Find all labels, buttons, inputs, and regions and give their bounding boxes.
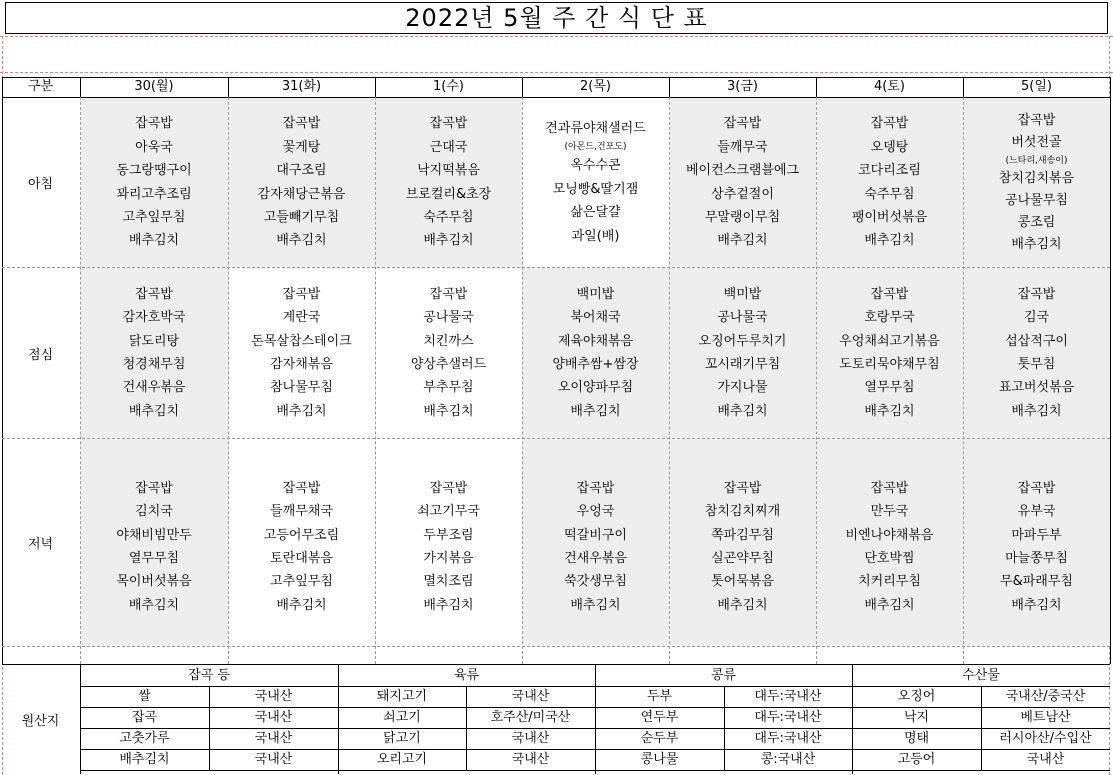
origin-cell: 대두:국내산 — [754, 710, 822, 725]
menu-item: 대구조림 — [276, 163, 327, 179]
menu-item: 배추김치 — [864, 597, 915, 613]
header-gubun: 구분 — [27, 79, 54, 94]
menu-item: 배추김치 — [570, 597, 621, 613]
meal-cell-breakfast — [228, 98, 375, 267]
menu-item: 감자채볶음 — [270, 357, 333, 372]
menu-item: 열무무침 — [128, 551, 180, 566]
origin-cell: 닭고기 — [383, 731, 421, 746]
day-header: 31(화) — [281, 79, 322, 94]
menu-item: 무&파래무침 — [1000, 574, 1073, 590]
menu-item: 배추김치 — [1011, 403, 1062, 419]
origin-group-header: 잡곡 등 — [188, 668, 230, 683]
origin-cell: 베트남산 — [1020, 710, 1071, 725]
origin-cell: 오징어 — [897, 689, 936, 704]
origin-cell: 배추김치 — [119, 752, 170, 767]
row-label-breakfast: 아침 — [27, 177, 54, 192]
menu-item: 배추김치 — [864, 233, 915, 249]
origin-cell: 명태 — [903, 731, 930, 746]
origin-cell: 국내산 — [254, 710, 293, 725]
menu-item: 톳무침 — [1017, 357, 1056, 372]
menu-item: 잡곡밥 — [429, 116, 468, 132]
menu-item: 돈목살찹스테이크 — [251, 333, 352, 349]
menu-item: 김치국 — [135, 504, 173, 520]
menu-item: 잡곡밥 — [282, 116, 321, 132]
menu-item: 고들빼기무침 — [263, 209, 340, 225]
menu-item: 팽이버섯볶음 — [851, 209, 928, 225]
menu-item: 배추김치 — [717, 597, 768, 613]
menu-item: 잡곡밥 — [723, 116, 762, 132]
meal-cell-breakfast — [669, 98, 816, 267]
menu-item: 오징어두루치기 — [698, 333, 787, 349]
origin-cell: 잡곡 — [131, 710, 158, 725]
menu-item: 콩조림 — [1017, 214, 1056, 230]
guide-line — [0, 36, 1113, 37]
origin-cell: 국내산/중국산 — [1005, 689, 1086, 704]
menu-item: 버섯전골 — [1011, 134, 1062, 150]
menu-item: 삶은달걀 — [570, 205, 621, 221]
menu-item: 숙주무침 — [423, 209, 474, 225]
menu-item: 마늘쫑무침 — [1005, 551, 1068, 566]
menu-item: 청경채무침 — [122, 357, 186, 372]
menu-item: 유부국 — [1017, 504, 1056, 520]
meal-cell-lunch — [228, 268, 375, 438]
menu-item: 공나물국 — [423, 310, 474, 326]
menu-item: 공나물무침 — [1005, 192, 1068, 208]
menu-item: 열무무침 — [864, 380, 915, 396]
menu-item: 배추김치 — [128, 403, 180, 419]
menu-item: 아욱국 — [135, 139, 173, 155]
origin-cell: 국내산 — [254, 731, 293, 746]
day-header: 3(금) — [727, 79, 758, 94]
origin-cell: 쌀 — [138, 689, 151, 704]
menu-item: 김국 — [1023, 310, 1050, 326]
menu-item: 참치김치볶음 — [998, 170, 1075, 186]
menu-item: 치커리무침 — [858, 574, 921, 590]
menu-item: 낙지떡볶음 — [417, 163, 480, 179]
menu-item: 만두국 — [870, 504, 909, 520]
menu-item: 떡갈비구이 — [564, 527, 627, 543]
menu-item: 가지볶음 — [423, 551, 474, 566]
menu-item: 배추김치 — [423, 597, 474, 613]
meal-cell-breakfast — [375, 98, 522, 267]
menu-item: 배추김치 — [276, 597, 327, 613]
menu-item: 꽃게탕 — [282, 139, 321, 155]
meal-cell-lunch — [963, 268, 1110, 438]
menu-item: 베이컨스크램블에그 — [685, 163, 800, 179]
menu-item: 배추김치 — [717, 403, 768, 419]
menu-item: 목이버섯볶음 — [116, 574, 192, 590]
row-label-dinner: 저녁 — [27, 537, 54, 552]
origin-group-header: 수산물 — [962, 668, 1000, 683]
menu-item: 배추김치 — [423, 233, 474, 249]
menu-item: 잡곡밥 — [135, 286, 173, 302]
menu-item: 잡곡밥 — [870, 286, 909, 302]
origin-cell: 콩:국내산 — [760, 752, 816, 767]
meal-cell-dinner — [80, 467, 228, 627]
menu-item: 배추김치 — [276, 233, 327, 249]
menu-item: 멸치조림 — [423, 574, 474, 590]
menu-item: 들깨무국 — [717, 139, 768, 155]
menu-item: 잡곡밥 — [282, 480, 321, 496]
menu-item: 견과류야채샐러드 — [545, 120, 646, 136]
meal-cell-breakfast — [522, 98, 669, 267]
menu-item: 실곤약무침 — [711, 551, 774, 566]
menu-item: 잡곡밥 — [282, 286, 321, 302]
menu-item: (느타리,새송이) — [1005, 155, 1068, 166]
menu-item: 건새우볶음 — [564, 551, 627, 566]
menu-item: 고추잎무침 — [270, 574, 333, 590]
origin-cell: 국내산 — [511, 731, 550, 746]
menu-item: 톳어묵볶음 — [711, 574, 774, 590]
meal-cell-lunch — [669, 268, 816, 438]
origin-label: 원산지 — [21, 713, 60, 729]
menu-item: 배추김치 — [864, 403, 915, 419]
origin-cell: 낙지 — [903, 710, 930, 725]
menu-item: 모닝빵&딸기잼 — [552, 181, 639, 197]
origin-cell: 대두:국내산 — [754, 731, 822, 746]
guide-line — [0, 72, 1113, 73]
menu-item: 가지나물 — [717, 380, 768, 396]
menu-item: 오이양파무침 — [557, 380, 634, 396]
menu-item: 부추무침 — [423, 380, 474, 396]
origin-group-header: 콩류 — [710, 668, 737, 683]
menu-item: 치킨까스 — [423, 333, 474, 349]
origin-cell: 두부 — [646, 689, 673, 704]
origin-cell: 국내산 — [1026, 752, 1065, 767]
menu-item: 잡곡밥 — [723, 480, 762, 496]
menu-item: 상추겉절이 — [711, 186, 774, 202]
row-label-lunch: 점심 — [27, 347, 54, 363]
menu-item: 잡곡밥 — [135, 116, 173, 132]
menu-item: 마파두부 — [1011, 527, 1062, 543]
menu-item: 배추김치 — [423, 403, 474, 419]
origin-cell: 호주산/미국산 — [490, 710, 571, 725]
meal-cell-breakfast — [80, 98, 228, 267]
day-header: 4(토) — [874, 79, 905, 94]
page-title: 2022년 5월 주 간 식 단 표 — [5, 2, 1108, 34]
grid-line — [1110, 77, 1111, 664]
menu-item: 꽈리고추조림 — [116, 186, 192, 202]
meal-cell-lunch — [816, 268, 963, 438]
menu-item: 옥수수콘 — [570, 158, 621, 174]
menu-item: 잡곡밥 — [1017, 112, 1056, 128]
menu-item: 표고버섯볶음 — [998, 380, 1075, 396]
menu-item: 우엉국 — [576, 504, 615, 520]
menu-item: 무말랭이무침 — [704, 209, 781, 225]
day-header: 1(수) — [433, 79, 464, 94]
origin-cell: 대두:국내산 — [754, 689, 822, 704]
meal-cell-lunch — [80, 268, 228, 438]
menu-item: 도토리묵야채무침 — [839, 357, 940, 372]
menu-item: 고추잎무침 — [122, 209, 186, 225]
menu-item: 배추김치 — [1011, 597, 1062, 613]
grid-line — [2, 438, 1110, 439]
menu-item: 잡곡밥 — [870, 116, 909, 132]
day-header: 5(일) — [1021, 79, 1052, 94]
meal-cell-dinner — [375, 467, 522, 627]
menu-item: 잡곡밥 — [135, 480, 173, 496]
menu-item: 쪽파김무침 — [711, 527, 774, 543]
menu-item: 잡곡밥 — [870, 480, 909, 496]
origin-cell: 국내산 — [511, 689, 550, 704]
menu-item: (아몬드,건포도) — [564, 142, 627, 153]
menu-item: 배추김치 — [276, 403, 327, 419]
menu-item: 과일(배) — [571, 228, 620, 244]
meal-cell-dinner — [522, 467, 669, 627]
origin-cell: 쇠고기 — [383, 710, 421, 725]
menu-item: 오뎅탕 — [870, 139, 909, 155]
origin-group-header: 육류 — [453, 668, 480, 683]
menu-item: 배추김치 — [570, 403, 621, 419]
menu-item: 참나물무침 — [270, 380, 333, 396]
meal-cell-dinner — [963, 467, 1110, 627]
menu-item: 잡곡밥 — [1017, 286, 1056, 302]
menu-item: 두부조림 — [423, 527, 474, 543]
menu-item: 백미밥 — [723, 286, 762, 302]
origin-cell: 고춧가루 — [119, 731, 170, 746]
origin-cell: 순두부 — [640, 731, 679, 746]
menu-item: 잡곡밥 — [576, 480, 615, 496]
menu-item: 들깨무채국 — [270, 504, 333, 520]
menu-item: 북어채국 — [570, 310, 621, 326]
menu-item: 동그랑땡구이 — [116, 163, 192, 179]
menu-item: 양상추샐러드 — [410, 357, 487, 372]
menu-item: 쑥갓생무침 — [564, 574, 627, 590]
meal-cell-breakfast — [963, 98, 1110, 267]
menu-item: 잡곡밥 — [429, 480, 468, 496]
menu-item: 계란국 — [282, 310, 321, 326]
menu-item: 공나물국 — [717, 310, 768, 326]
menu-item: 섭삽적구이 — [1005, 333, 1068, 349]
origin-cell: 국내산 — [511, 752, 550, 767]
menu-item: 브로컬리&초장 — [405, 186, 492, 202]
menu-item: 잡곡밥 — [429, 286, 468, 302]
day-header: 30(월) — [134, 79, 174, 94]
origin-cell: 오리고기 — [376, 752, 428, 767]
origin-cell: 국내산 — [254, 752, 293, 767]
menu-item: 제육야채볶음 — [557, 333, 634, 349]
origin-cell: 연두부 — [640, 710, 679, 725]
meal-cell-dinner — [816, 467, 963, 627]
meal-cell-lunch — [522, 268, 669, 438]
meal-cell-lunch — [375, 268, 522, 438]
menu-item: 우엉채쇠고기볶음 — [839, 333, 940, 349]
menu-item: 건새우볶음 — [122, 380, 186, 396]
menu-item: 잡곡밥 — [1017, 480, 1056, 496]
grid-line — [2, 646, 1110, 647]
menu-item: 비엔나야채볶음 — [845, 527, 934, 543]
menu-item: 쇠고기무국 — [417, 504, 480, 520]
meal-cell-breakfast — [816, 98, 963, 267]
menu-item: 닭도리탕 — [128, 333, 180, 349]
origin-cell: 국내산 — [254, 689, 293, 704]
menu-item: 배추김치 — [1011, 236, 1062, 252]
menu-item: 숙주무침 — [864, 186, 915, 202]
menu-item: 감자호박국 — [122, 310, 186, 326]
menu-item: 배추김치 — [128, 597, 180, 613]
meal-cell-dinner — [228, 467, 375, 627]
origin-cell: 돼지고기 — [376, 689, 428, 704]
menu-item: 꼬시래기무침 — [704, 357, 781, 372]
menu-item: 코다리조림 — [858, 163, 921, 179]
menu-item: 배추김치 — [128, 233, 180, 249]
menu-item: 고등어무조림 — [263, 527, 340, 543]
menu-item: 양배추쌈+쌈장 — [552, 357, 639, 372]
meal-cell-dinner — [669, 467, 816, 627]
menu-item: 토란대볶음 — [270, 551, 333, 566]
day-header: 2(목) — [580, 79, 611, 94]
menu-item: 호랑무국 — [864, 310, 915, 326]
origin-cell: 고등어 — [897, 752, 936, 767]
origin-cell: 콩나물 — [640, 752, 679, 767]
menu-item: 단호박찜 — [864, 551, 915, 566]
origin-cell: 러시아산/수입산 — [999, 731, 1092, 746]
menu-item: 배추김치 — [717, 233, 768, 249]
menu-item: 근대국 — [429, 139, 468, 155]
menu-item: 야채비빔만두 — [116, 527, 192, 543]
menu-item: 감자채당근볶음 — [257, 186, 346, 202]
menu-item: 참치김치찌개 — [704, 504, 781, 520]
menu-item: 백미밥 — [576, 286, 615, 302]
